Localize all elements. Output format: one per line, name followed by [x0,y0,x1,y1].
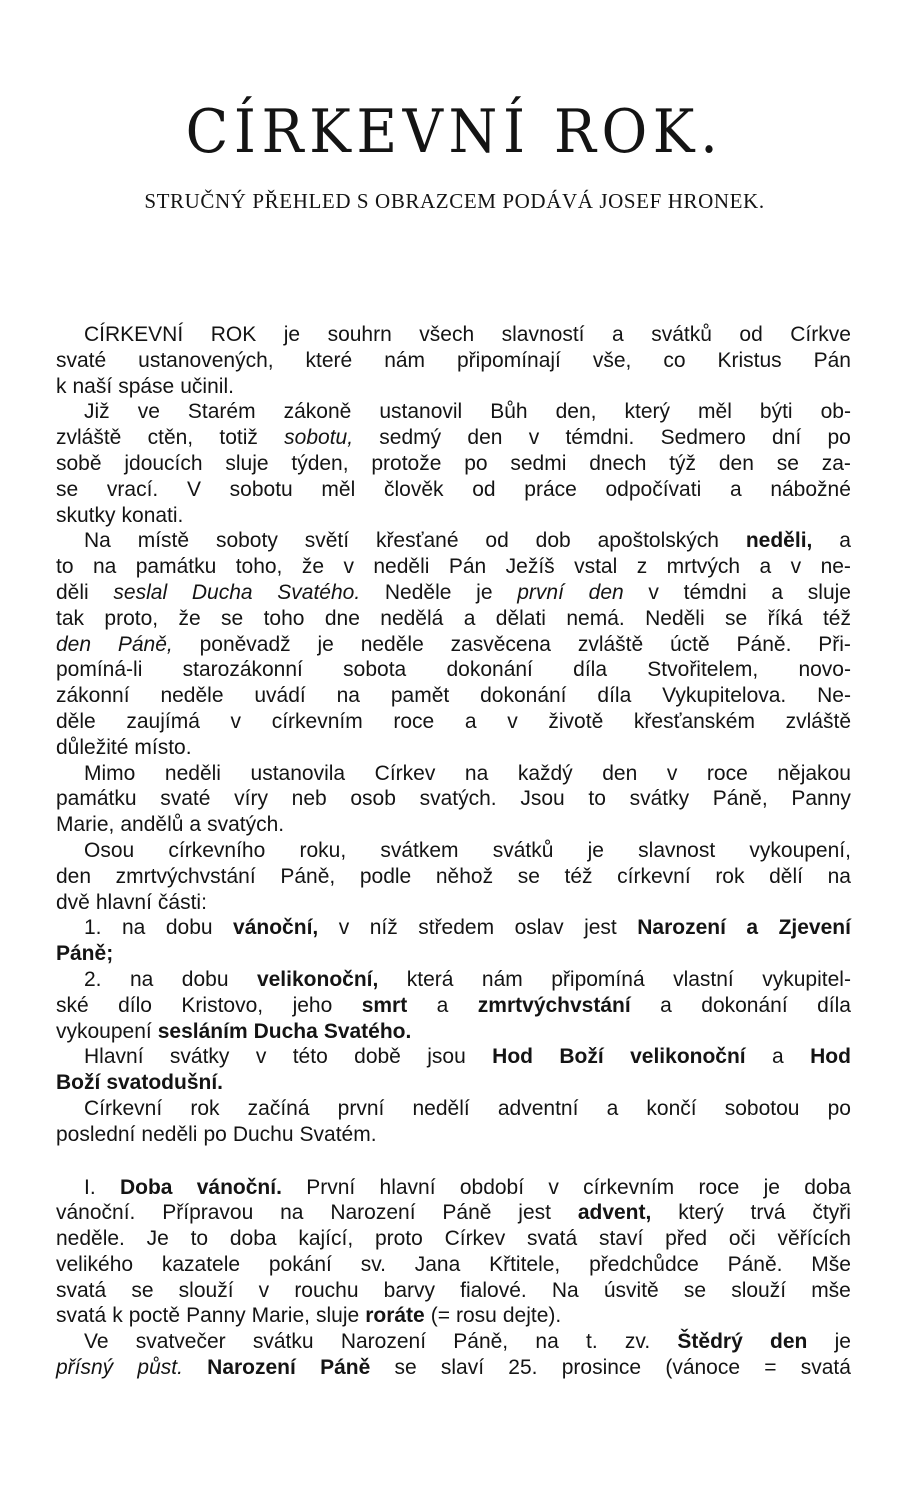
text-line: den zmrtvýchvstání Páně, podle něhož se též církevní rok dělí na [56,864,851,888]
text-line: skutky konati. [56,503,184,527]
text-line: dvě hlavní části: [56,890,207,914]
text-line: neděle. Je to doba kající, proto Církev svatá staví před oči věřících [56,1227,851,1251]
text-line: 1. na dobu vánoční, v níž středem oslav jest Narození a Zjevení [84,916,851,940]
text-line: zákonní neděle uvádí na pamět dokonání díla Vykupitelova. Ne- [56,684,851,708]
text-line: vykoupení sesláním Ducha Svatého. [56,1019,412,1043]
text-line: ské dílo Kristovo, jeho smrt a zmrtvýchvstání a dokonání díla [56,993,851,1017]
text-line: velikého kazatele pokání sv. Jana Křtitele, předchůdce Páně. Mše [56,1252,851,1276]
text-line: k naší spáse učinil. [56,374,234,398]
text-line: pomíná-li starozákonní sobota dokonání díla Stvořitelem, novo- [56,658,851,682]
text-line: děli seslal Ducha Svatého. Neděle je první den v témdni a sluje [56,580,851,604]
text-line: zvláště ctěn, totiž sobotu, sedmý den v témdni. Sedmero dní po [56,426,851,450]
text-line: se vrací. V sobotu měl člověk od práce odpočívati a nábožné [56,477,851,501]
text-line: tak proto, že se toho dne nedělá a dělati nemá. Neděli se říká též [56,606,851,630]
text-line: Na místě soboty světí křesťané od dob apoštolských neděli, a [84,529,851,553]
text-line: děle zaujímá v církevním roce a v životě křesťanském zvláště [56,709,851,733]
text-line: svatá k poctě Panny Marie, sluje roráte (= rosu dejte). [56,1304,562,1328]
text-line: Osou církevního roku, svátkem svátků je slavnost vykoupení, [84,838,851,862]
text-line: svaté ustanovených, které nám připomínají vše, co Kristus Pán [56,348,851,372]
text-line: přísný půst. Narození Páně se slaví 25. prosince (vánoce = svatá [56,1356,851,1380]
text-line: důležité místo. [56,735,192,759]
section-gap [56,1148,851,1175]
text-line: Marie, andělů a svatých. [56,813,285,837]
text-line: den Páně, poněvadž je neděle zasvěcena zvláště úctě Páně. Při- [56,632,851,656]
text-line: Církevní rok začíná první nedělí adventní a končí sobotou po [84,1096,851,1120]
text-line: to na památku toho, že v neděli Pán Ježíš vstal z mrtvých a v ne- [56,555,851,579]
document-title: CÍRKEVNÍ ROK. [185,97,724,167]
text-line: Mimo neděli ustanovila Církev na každý den v roce nějakou [84,761,851,785]
text-line: Již ve Starém zákoně ustanovil Bůh den, který měl býti ob- [84,400,851,424]
text-line: CÍRKEVNÍ ROK je souhrn všech slavností a svátků od Církve [84,323,851,346]
text-line: Páně; [56,942,114,966]
text-line: vánoční. Přípravou na Narození Páně jest advent, který trvá čtyři [56,1201,851,1225]
text-line: Ve svatvečer svátku Narození Páně, na t. zv. Štědrý den je [84,1330,851,1354]
text-line: svatá se slouží v rouchu barvy fialové. Na úsvitě se slouží mše [56,1278,851,1302]
text-line: sobě jdoucích sluje týden, protože po sedmi dnech týž den se za- [56,451,851,475]
text-line: I. Doba vánoční. První hlavní období v církevním roce je doba [84,1175,851,1199]
text-line: Boží svatodušní. [56,1071,224,1095]
body-text [56,322,851,1381]
text-line: poslední neděli po Duchu Svatém. [56,1122,377,1146]
text-line: 2. na dobu velikonoční, která nám připomíná vlastní vykupitel- [84,967,851,991]
document-subtitle: STRUČNÝ PŘEHLED S OBRAZCEM PODÁVÁ JOSEF HRONEK. [144,189,765,213]
text-line: Hlavní svátky v této době jsou Hod Boží velikonoční a Hod [84,1045,851,1069]
text-line: památku svaté víry neb osob svatých. Jsou to svátky Páně, Panny [56,787,851,811]
